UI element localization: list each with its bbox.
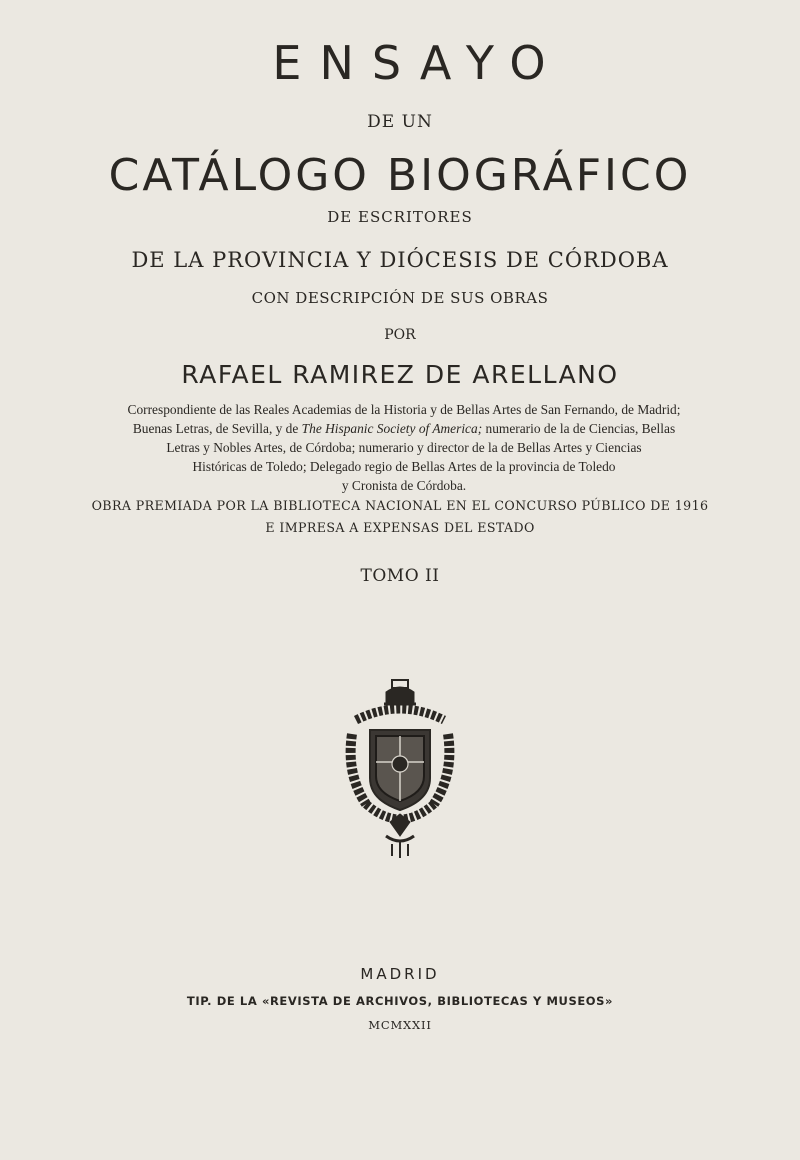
imprint-printer: TIP. DE LA «REVISTA DE ARCHIVOS, BIBLIOTECAS Y MUSEOS»	[186, 994, 614, 1008]
de-escritores-text: DE ESCRITORES	[327, 208, 473, 226]
credentials-line: y Cronista de Córdoba.	[341, 478, 467, 493]
printed-text: E IMPRESA A EXPENSAS DEL ESTADO	[265, 520, 535, 535]
subtitle: CATÁLOGO BIOGRÁFICO	[108, 150, 692, 201]
credentials-line: Letras y Nobles Artes, de Córdoba; numerario y director de la de Bellas Artes y Ciencias	[166, 440, 642, 455]
provincia-text: DE LA PROVINCIA Y DIÓCESIS DE CÓRDOBA	[131, 248, 669, 272]
volume-label: TOMO II	[360, 566, 440, 586]
main-title: ENSAYO	[272, 36, 564, 90]
de-un-text: DE UN	[367, 112, 433, 132]
imprint-year: MCMXXII	[368, 1018, 432, 1032]
imprint-city: MADRID	[360, 965, 440, 983]
coat-of-arms-icon	[340, 672, 460, 862]
author-name: RAFAEL RAMIREZ DE ARELLANO	[181, 360, 619, 389]
award-text: OBRA PREMIADA POR LA BIBLIOTECA NACIONAL EN EL CONCURSO PÚBLICO DE 1916	[91, 498, 709, 513]
por-text: POR	[384, 327, 416, 343]
credentials-line: Correspondiente de las Reales Academias de la Historia y de Bellas Artes de San Fernando, de Madrid;	[127, 402, 681, 417]
author-credentials	[64, 400, 744, 495]
credentials-line: Históricas de Toledo; Delegado regio de Bellas Artes de la provincia de Toledo	[192, 459, 616, 474]
descripcion-text: CON DESCRIPCIÓN DE SUS OBRAS	[251, 289, 549, 307]
hispanic-society-name: The Hispanic Society of America;	[301, 421, 483, 436]
credentials-line: Buenas Letras, de Sevilla, y de The Hispanic Society of America; numerario de la de Ciencias, Bellas	[132, 421, 676, 436]
